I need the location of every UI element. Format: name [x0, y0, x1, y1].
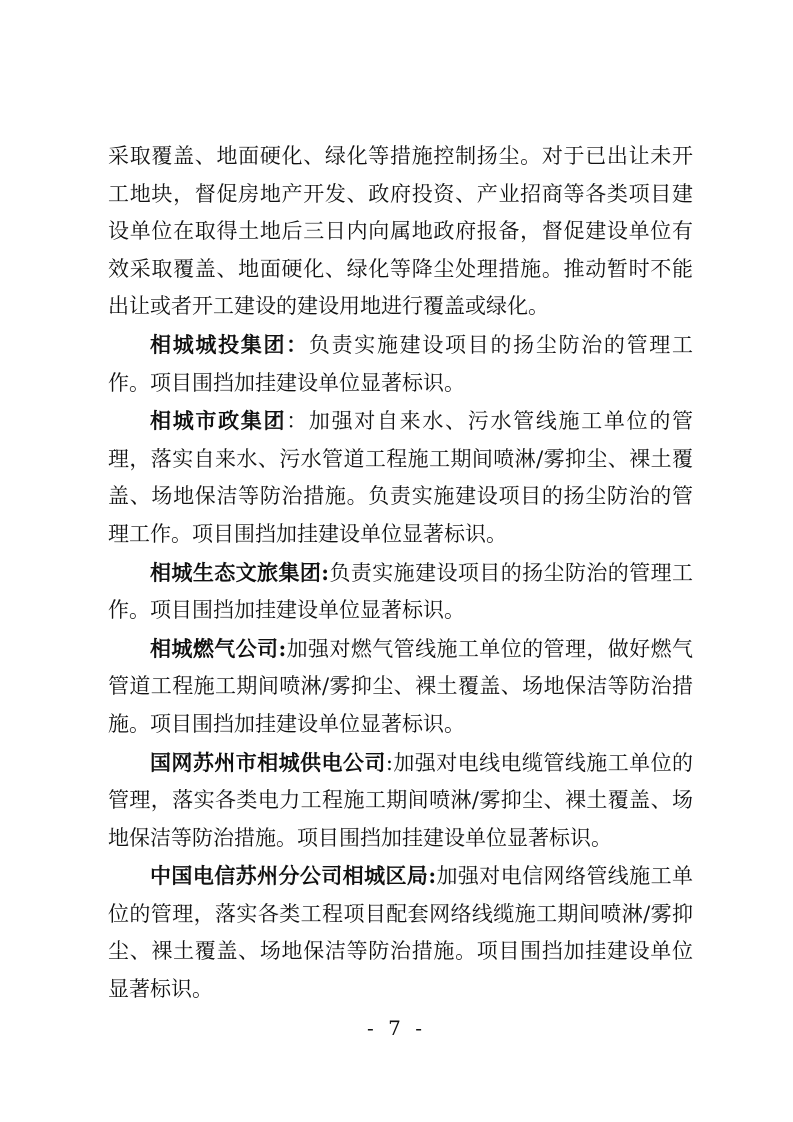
paragraph-dianxin — [108, 857, 693, 1008]
org-name: 相城生态文旅集团: — [150, 559, 330, 585]
page-number: - 7 - — [367, 1016, 426, 1040]
body-text — [108, 138, 693, 1009]
paragraph-text: 加强对燃气管线施工单位的管理，做好燃气管道工程施工期间喷淋/雾抑尘、裸土覆盖、场地保洁等防治措施。项目围挡加挂建设单位显著标识。 — [108, 636, 693, 736]
paragraph-wenlv — [108, 554, 693, 630]
paragraph-text: :加强对电线电缆管线施工单位的管理，落实各类电力工程施工期间喷淋/雾抑尘、裸土覆盖、场地保洁等防治措施。项目围挡加挂建设单位显著标识。 — [108, 750, 694, 850]
paragraph-text: 负责实施建设项目的扬尘防治的管理工作。项目围挡加挂建设单位显著标识。 — [108, 332, 694, 395]
paragraph-text: 加强对电信网络管线施工单位的管理，落实各类工程项目配套网络线缆施工期间喷淋/雾抑尘、裸土覆盖、场地保洁等防治措施。项目围挡加挂建设单位显著标识。 — [108, 864, 693, 1002]
paragraph-text: 采取覆盖、地面硬化、绿化等措施控制扬尘。对于已出让未开工地块，督促房地产开发、政府投资、产业招商等各类项目建设单位在取得土地后三日内向属地政府报备，督促建设单位有效采取覆盖、地面硬化、绿化等降尘处理措施。推动暂时不能出让或者开工建设的建设用地进行覆盖或绿化。 — [108, 144, 693, 319]
paragraph-chengtou — [108, 326, 693, 402]
org-name: 相城城投集团： — [150, 331, 309, 357]
org-name: 相城燃气公司: — [150, 635, 287, 661]
org-name: 国网苏州市相城供电公司 — [150, 749, 386, 775]
paragraph-shizheng — [108, 402, 693, 553]
org-name: 相城市政集团 — [150, 408, 287, 434]
paragraph-gongdian — [108, 744, 693, 858]
org-name: 中国电信苏州分公司相城区局: — [150, 863, 437, 889]
paragraph-ranqi — [108, 630, 693, 744]
paragraph-text: 负责实施建设项目的扬尘防治的管理工作。项目围挡加挂建设单位显著标识。 — [108, 560, 693, 623]
paragraph-text: ：加强对自来水、污水管线施工单位的管理，落实自来水、污水管道工程施工期间喷淋/雾抑尘、裸土覆盖、场地保洁等防治措施。负责实施建设项目的扬尘防治的管理工作。项目围挡加挂建设单位显著标识。 — [108, 409, 694, 546]
paragraph-continued — [108, 138, 693, 326]
